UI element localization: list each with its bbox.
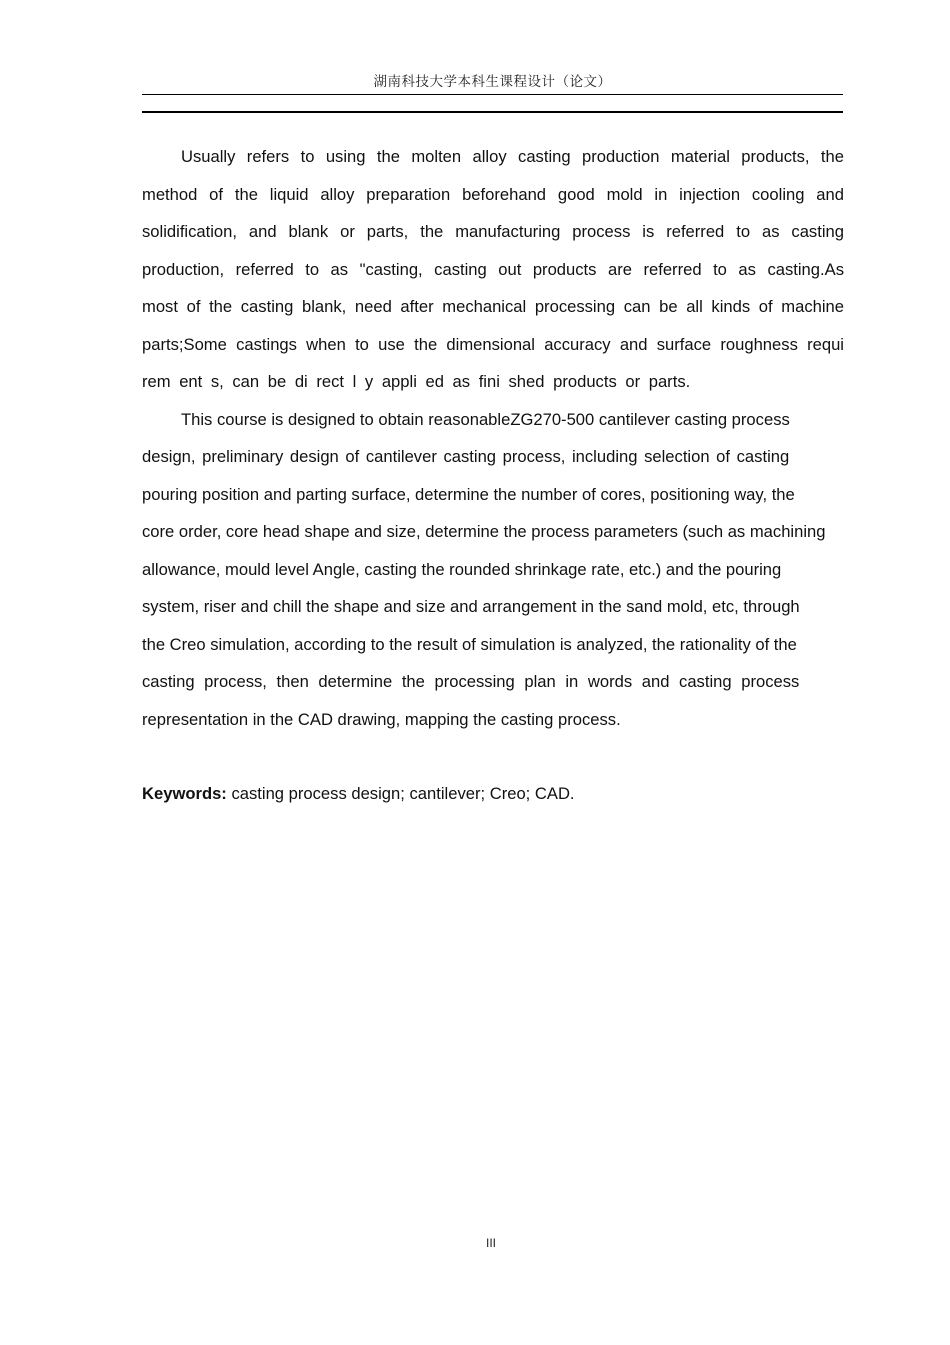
abstract-paragraph-2 (142, 401, 844, 739)
paragraph-2-line: allowance, mould level Angle, casting the rounded shrinkage rate, etc.) and the pouring (142, 559, 782, 579)
page-number: III (485, 1236, 496, 1250)
paragraph-2-line: core order, core head shape and size, determine the process parameters (such as machining (142, 522, 826, 541)
keywords-line (142, 775, 844, 812)
paragraph-2-line: the Creo simulation, according to the result of simulation is analyzed, the rationality of the (142, 634, 797, 654)
running-header: 湖南科技大学本科生课程设计（论文） (373, 74, 612, 90)
header-rule-thick (142, 111, 843, 113)
abstract-paragraph-1: Usually refers to using the molten alloy casting production material products, the method of the liquid alloy preparation beforehand good mold in injection cooling and solidification, and blank or parts, the manufacturing process is referred to as casting production, referred to as "casting, casting out products are referred to as casting.As most of the casting blank, need after mechanical processing can be all kinds of machine parts;Some castings when to use the dimensional accuracy and surface roughness requi rem ent s, can be di rect l y appli ed as fini shed products or parts. (142, 147, 844, 391)
abstract-body (142, 138, 844, 738)
paragraph-2-line: system, riser and chill the shape and size and arrangement in the sand mold, etc, through (142, 597, 800, 616)
header-rule-thin (142, 94, 843, 95)
keywords-text: casting process design; cantilever; Creo; CAD. (226, 784, 575, 803)
paragraph-2-line: design, preliminary design of cantilever casting process, including selection of casting (142, 447, 790, 466)
paragraph-2-line: This course is designed to obtain reasonableZG270-500 cantilever casting process (181, 409, 790, 429)
paragraph-2-line: casting process, then determine the processing plan in words and casting process (142, 672, 800, 691)
paragraph-2-line: representation in the CAD drawing, mapping the casting process. (142, 709, 621, 729)
keywords-label: Keywords: (142, 784, 227, 803)
paragraph-2-line: pouring position and parting surface, determine the number of cores, positioning way, the (142, 484, 795, 504)
